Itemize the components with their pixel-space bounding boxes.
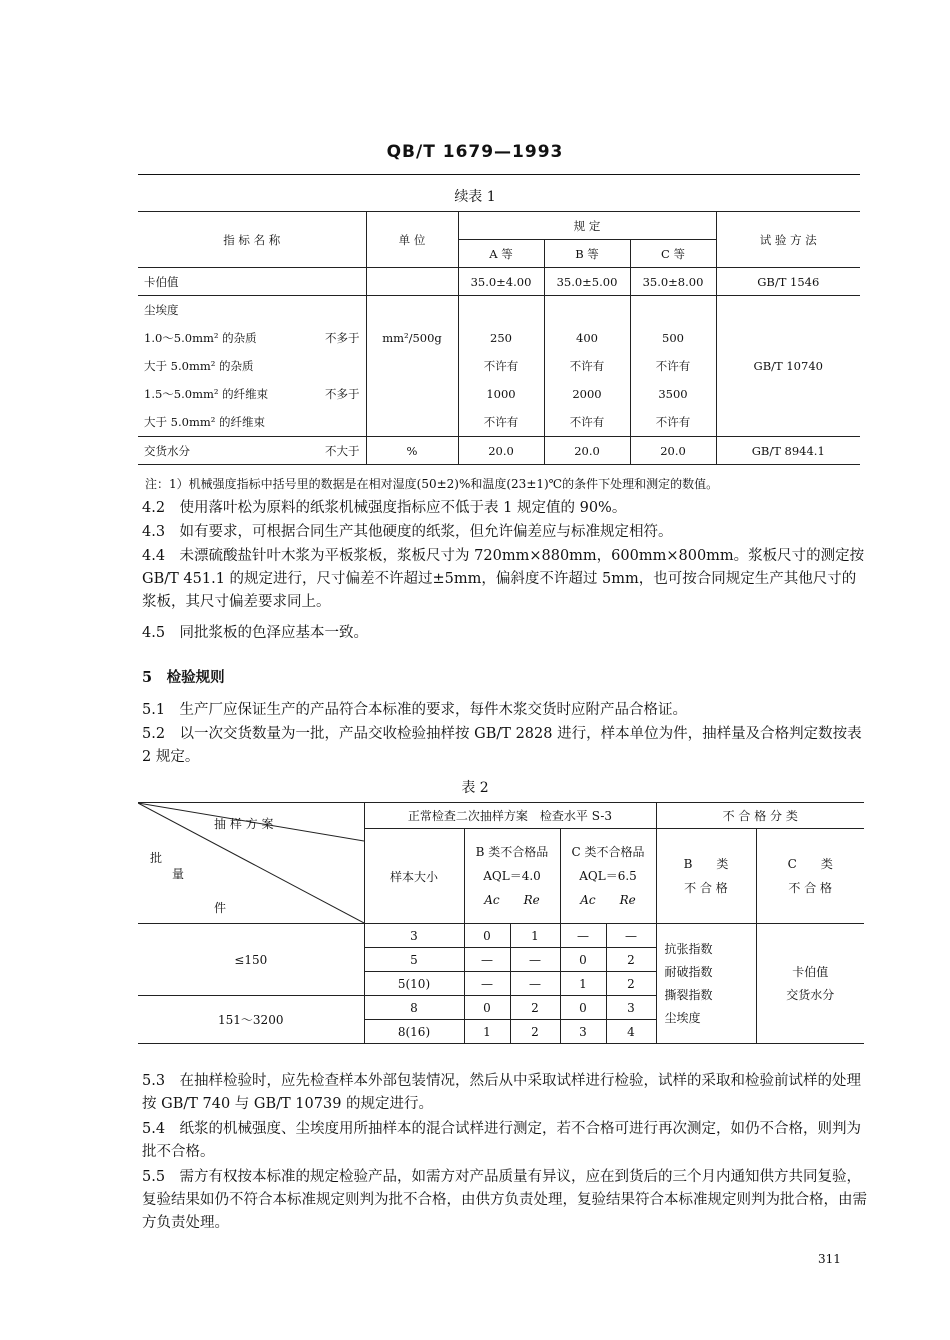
dirt-line: 1.5～5.0mm² 的纤维束 不多于 [144, 387, 360, 401]
para-4-3: 4.3 如有要求，可根据合同生产其他硬度的纸浆，但允许偏差应与标准规定相符。 [142, 524, 673, 540]
para-4-2: 4.2 使用落叶松为原料的纸浆机械强度指标应不低于表 1 规定值的 90%。 [142, 500, 627, 516]
moisture-method: GB/T 8944.1 [716, 437, 860, 465]
sample-n: 5 [364, 948, 464, 972]
b-ac: 0 [464, 996, 510, 1020]
plan-header: 正常检查二次抽样方案 检查水平 S-3 [364, 803, 656, 829]
dirt-c-cell: 500 不许有 3500 不许有 [630, 296, 716, 437]
col-unit-header: 单 位 [366, 212, 458, 268]
dirt-a-cell: 250 不许有 1000 不许有 [458, 296, 544, 437]
standard-header: QB/T 1679—1993 [386, 142, 564, 162]
dirt-unit: mm²/500g [382, 331, 442, 345]
diag-top-label: 抽 样 方 案 [214, 817, 274, 831]
table2-caption: 表 2 [461, 780, 489, 796]
b-re: 2 [510, 996, 560, 1020]
dirt-unit-cell [366, 296, 458, 437]
b-re: 1 [510, 924, 560, 948]
grade-b-header: B 等 [544, 240, 630, 268]
sample-n: 8(16) [364, 1020, 464, 1044]
dirt-title: 尘埃度 [144, 303, 179, 317]
diagonal-header [138, 803, 364, 924]
kappa-a: 35.0±4.00 [458, 268, 544, 296]
para-5-5: 5.5 需方有权按本标准的规定检验产品，如需方对产品质量有异议，应在到货后的三个月内通知供方共同复验，复验结果如仍不符合本标准规定则判为批不合格，由供方负责处理，复验结果符合本标准规定则判为批合格，由需方负责处理。 [142, 1169, 867, 1231]
para-4-4: 4.4 未漂硫酸盐针叶木浆为平板浆板，浆板尺寸为 720mm×880mm，600mm×800mm。浆板尺寸的测定按 GB/T 451.1 的规定进行，尺寸偏差不许超过±5mm，偏斜度不许超过 5mm，也可按合同规定生产其他尺寸的浆板，其尺寸偏差要求同上。 [142, 548, 865, 610]
c-ac: 3 [560, 1020, 606, 1044]
b-ac: — [464, 972, 510, 996]
table1-caption: 续表 1 [454, 189, 496, 205]
sample-n: 5(10) [364, 972, 464, 996]
moisture-a: 20.0 [458, 437, 544, 465]
kappa-b: 35.0±5.00 [544, 268, 630, 296]
para-5-2: 5.2 以一次交货数量为一批，产品交收检验抽样按 GB/T 2828 进行，样本单位为件，抽样量及合格判定数按表 2 规定。 [142, 726, 862, 765]
lot-small: ≤150 [138, 924, 364, 996]
page-number: 311 [818, 1252, 841, 1266]
dirt-method: GB/T 10740 [716, 296, 860, 437]
dirt-names [138, 296, 366, 437]
diag-bottom-label: 件 [214, 901, 227, 915]
c-class-header: C 类 不 合 格 [756, 829, 864, 924]
para-5-3: 5.3 在抽样检验时，应先检查样本外部包装情况，然后从中采取试样进行检验，试样的采取和检验前试样的处理按 GB/T 740 与 GB/T 10739 的规定进行。 [142, 1073, 862, 1112]
kappa-c: 35.0±8.00 [630, 268, 716, 296]
c-re: 2 [606, 972, 656, 996]
sample-n: 8 [364, 996, 464, 1020]
c-re: — [606, 924, 656, 948]
header-rule [138, 174, 860, 175]
para-5-4: 5.4 纸浆的机械强度、尘埃度用所抽样本的混合试样进行测定，若不合格可进行再次测定，如仍不合格，则判为批不合格。 [142, 1121, 862, 1160]
lot-large: 151～3200 [138, 996, 364, 1044]
dirt-line: 1.0～5.0mm² 的杂质 不多于 [144, 331, 360, 345]
dirt-line: 大于 5.0mm² 的杂质 [144, 359, 254, 373]
b-ac: 0 [464, 924, 510, 948]
para-4-5: 4.5 同批浆板的色泽应基本一致。 [142, 625, 369, 641]
table1 [138, 211, 860, 465]
moisture-c: 20.0 [630, 437, 716, 465]
c-ac: 0 [560, 948, 606, 972]
col-name-header: 指 标 名 称 [138, 212, 366, 268]
b-class-header: B 类 不 合 格 [656, 829, 756, 924]
sample-size-header: 样本大小 [364, 829, 464, 924]
c-re: 4 [606, 1020, 656, 1044]
b-nc-header: B 类不合格品 AQL＝4.0 Ac Re [464, 829, 560, 924]
grade-c-header: C 等 [630, 240, 716, 268]
moisture-unit: % [366, 437, 458, 465]
sample-n: 3 [364, 924, 464, 948]
col-method-header: 试 验 方 法 [716, 212, 860, 268]
c-nc-header: C 类不合格品 AQL＝6.5 Ac Re [560, 829, 656, 924]
b-re: — [510, 948, 560, 972]
nc-header: 不 合 格 分 类 [656, 803, 864, 829]
diag-left-label-2: 量 [172, 867, 185, 881]
col-spec-header: 规 定 [458, 212, 716, 240]
moisture-name: 交货水分 不大于 [138, 437, 366, 465]
kappa-unit [366, 268, 458, 296]
grade-a-header: A 等 [458, 240, 544, 268]
table2 [138, 802, 864, 1044]
b-re: — [510, 972, 560, 996]
b-class-items: 抗张指数 耐破指数 撕裂指数 尘埃度 [656, 924, 756, 1044]
c-re: 2 [606, 948, 656, 972]
b-ac: — [464, 948, 510, 972]
dirt-b-cell: 400 不许有 2000 不许有 [544, 296, 630, 437]
c-ac: 0 [560, 996, 606, 1020]
table1-note: 注：1）机械强度指标中括号里的数据是在相对湿度(50±2)%和温度(23±1)℃的条件下处理和测定的数值。 [145, 477, 719, 491]
kappa-name: 卡伯值 [138, 268, 366, 296]
section-5-heading: 5 检验规则 [142, 669, 225, 686]
kappa-method: GB/T 1546 [716, 268, 860, 296]
dirt-line: 大于 5.0mm² 的纤维束 [144, 415, 266, 429]
para-5-1: 5.1 生产厂应保证生产的产品符合本标准的要求，每件木浆交货时应附产品合格证。 [142, 702, 688, 718]
diag-left-label-1: 批 [150, 851, 163, 865]
c-ac: 1 [560, 972, 606, 996]
moisture-b: 20.0 [544, 437, 630, 465]
b-ac: 1 [464, 1020, 510, 1044]
c-re: 3 [606, 996, 656, 1020]
b-re: 2 [510, 1020, 560, 1044]
c-class-items: 卡伯值 交货水分 [756, 924, 864, 1044]
c-ac: — [560, 924, 606, 948]
